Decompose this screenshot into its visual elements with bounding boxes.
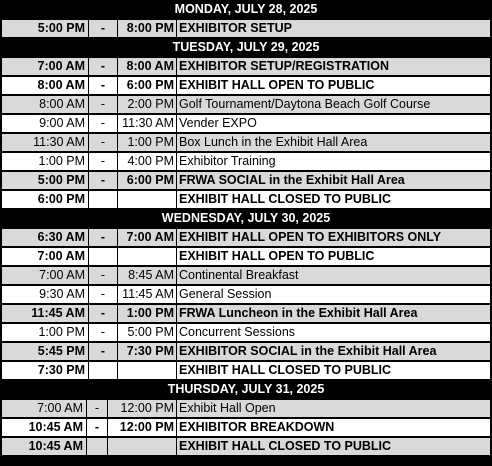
event-name: Continental Breakfast: [177, 267, 490, 284]
event-name: EXHIBITOR BREAKDOWN: [177, 419, 490, 436]
schedule-row: [0, 266, 492, 285]
start-time: 5:45 PM: [2, 343, 88, 360]
time-separator: -: [89, 229, 117, 246]
start-time: 7:30 PM: [2, 362, 88, 379]
schedule-row: [0, 323, 492, 342]
end-time: 7:00 AM: [118, 229, 176, 246]
time-separator: -: [89, 286, 117, 303]
schedule-row: [0, 418, 492, 437]
time-separator: -: [89, 305, 117, 322]
event-name: EXHIBIT HALL CLOSED TO PUBLIC: [177, 191, 490, 208]
event-name: EXHIBITOR SOCIAL in the Exhibit Hall Area: [177, 343, 490, 360]
schedule-row: [0, 304, 492, 323]
time-separator: -: [89, 115, 117, 132]
schedule-row: [0, 57, 492, 76]
start-time: 5:00 PM: [2, 172, 88, 189]
schedule-row: [0, 190, 492, 209]
schedule-row: [0, 361, 492, 380]
start-time: 9:00 AM: [2, 115, 88, 132]
end-time: 11:45 AM: [118, 286, 176, 303]
time-separator: -: [89, 267, 117, 284]
end-time: [108, 438, 176, 455]
time-separator: [87, 438, 107, 455]
end-time: 12:00 PM: [108, 400, 176, 417]
time-separator: -: [89, 172, 117, 189]
start-time: 9:30 AM: [2, 286, 88, 303]
day-header: MONDAY, JULY 28, 2025: [0, 0, 492, 19]
time-separator: -: [89, 134, 117, 151]
start-time: 5:00 PM: [2, 20, 88, 37]
event-name: EXHIBITOR SETUP/REGISTRATION: [177, 58, 490, 75]
start-time: 7:00 AM: [2, 248, 88, 265]
time-separator: -: [89, 96, 117, 113]
event-name: Exhibit Hall Open: [177, 400, 490, 417]
end-time: 1:00 PM: [118, 134, 176, 151]
time-separator: -: [89, 77, 117, 94]
end-time: 4:00 PM: [118, 153, 176, 170]
event-name: Vender EXPO: [177, 115, 490, 132]
event-name: EXHIBIT HALL CLOSED TO PUBLIC: [177, 362, 490, 379]
end-time: 8:45 AM: [118, 267, 176, 284]
start-time: 7:00 AM: [2, 400, 86, 417]
start-time: 11:45 AM: [2, 305, 88, 322]
schedule-row: [0, 437, 492, 456]
start-time: 8:00 AM: [2, 96, 88, 113]
end-time: 11:30 AM: [118, 115, 176, 132]
time-separator: -: [89, 153, 117, 170]
end-time: 12:00 PM: [108, 419, 176, 436]
schedule-row: [0, 342, 492, 361]
schedule-row: [0, 19, 492, 38]
event-name: Golf Tournament/Daytona Beach Golf Course: [177, 96, 490, 113]
event-name: FRWA SOCIAL in the Exhibit Hall Area: [177, 172, 490, 189]
end-time: 7:30 PM: [118, 343, 176, 360]
schedule-row: [0, 76, 492, 95]
schedule-row: [0, 133, 492, 152]
event-name: General Session: [177, 286, 490, 303]
day-header: THURSDAY, JULY 31, 2025: [0, 380, 492, 399]
time-separator: -: [89, 20, 117, 37]
start-time: 10:45 AM: [2, 419, 86, 436]
event-name: FRWA Luncheon in the Exhibit Hall Area: [177, 305, 490, 322]
end-time: 2:00 PM: [118, 96, 176, 113]
end-time: [118, 362, 176, 379]
end-time: 8:00 PM: [118, 20, 176, 37]
end-time: 8:00 AM: [118, 58, 176, 75]
end-time: 1:00 PM: [118, 305, 176, 322]
schedule-row: [0, 247, 492, 266]
schedule-row: [0, 171, 492, 190]
schedule-row: [0, 399, 492, 418]
start-time: 6:30 AM: [2, 229, 88, 246]
end-time: 5:00 PM: [118, 324, 176, 341]
time-separator: -: [89, 324, 117, 341]
time-separator: -: [89, 343, 117, 360]
schedule-row: [0, 285, 492, 304]
start-time: 1:00 PM: [2, 153, 88, 170]
start-time: 10:45 AM: [2, 438, 86, 455]
start-time: 8:00 AM: [2, 77, 88, 94]
end-time: 6:00 PM: [118, 172, 176, 189]
schedule-row: [0, 228, 492, 247]
day-header: WEDNESDAY, JULY 30, 2025: [0, 209, 492, 228]
time-separator: -: [87, 419, 107, 436]
time-separator: [89, 248, 117, 265]
end-time: [118, 191, 176, 208]
start-time: 7:00 AM: [2, 267, 88, 284]
time-separator: -: [89, 58, 117, 75]
start-time: 6:00 PM: [2, 191, 88, 208]
day-header: TUESDAY, JULY 29, 2025: [0, 38, 492, 57]
schedule-row: [0, 95, 492, 114]
event-name: Box Lunch in the Exhibit Hall Area: [177, 134, 490, 151]
time-separator: [89, 362, 117, 379]
event-name: EXHIBITOR SETUP: [177, 20, 490, 37]
schedule-row: [0, 114, 492, 133]
event-name: EXHIBIT HALL OPEN TO PUBLIC: [177, 248, 490, 265]
event-name: EXHIBIT HALL OPEN TO PUBLIC: [177, 77, 490, 94]
event-name: EXHIBIT HALL OPEN TO EXHIBITORS ONLY: [177, 229, 490, 246]
end-time: 6:00 PM: [118, 77, 176, 94]
schedule-row: [0, 152, 492, 171]
end-time: [118, 248, 176, 265]
time-separator: [89, 191, 117, 208]
start-time: 7:00 AM: [2, 58, 88, 75]
event-name: EXHIBIT HALL CLOSED TO PUBLIC: [177, 438, 490, 455]
event-name: Exhibitor Training: [177, 153, 490, 170]
start-time: 1:00 PM: [2, 324, 88, 341]
event-name: Concurrent Sessions: [177, 324, 490, 341]
time-separator: -: [87, 400, 107, 417]
start-time: 11:30 AM: [2, 134, 88, 151]
